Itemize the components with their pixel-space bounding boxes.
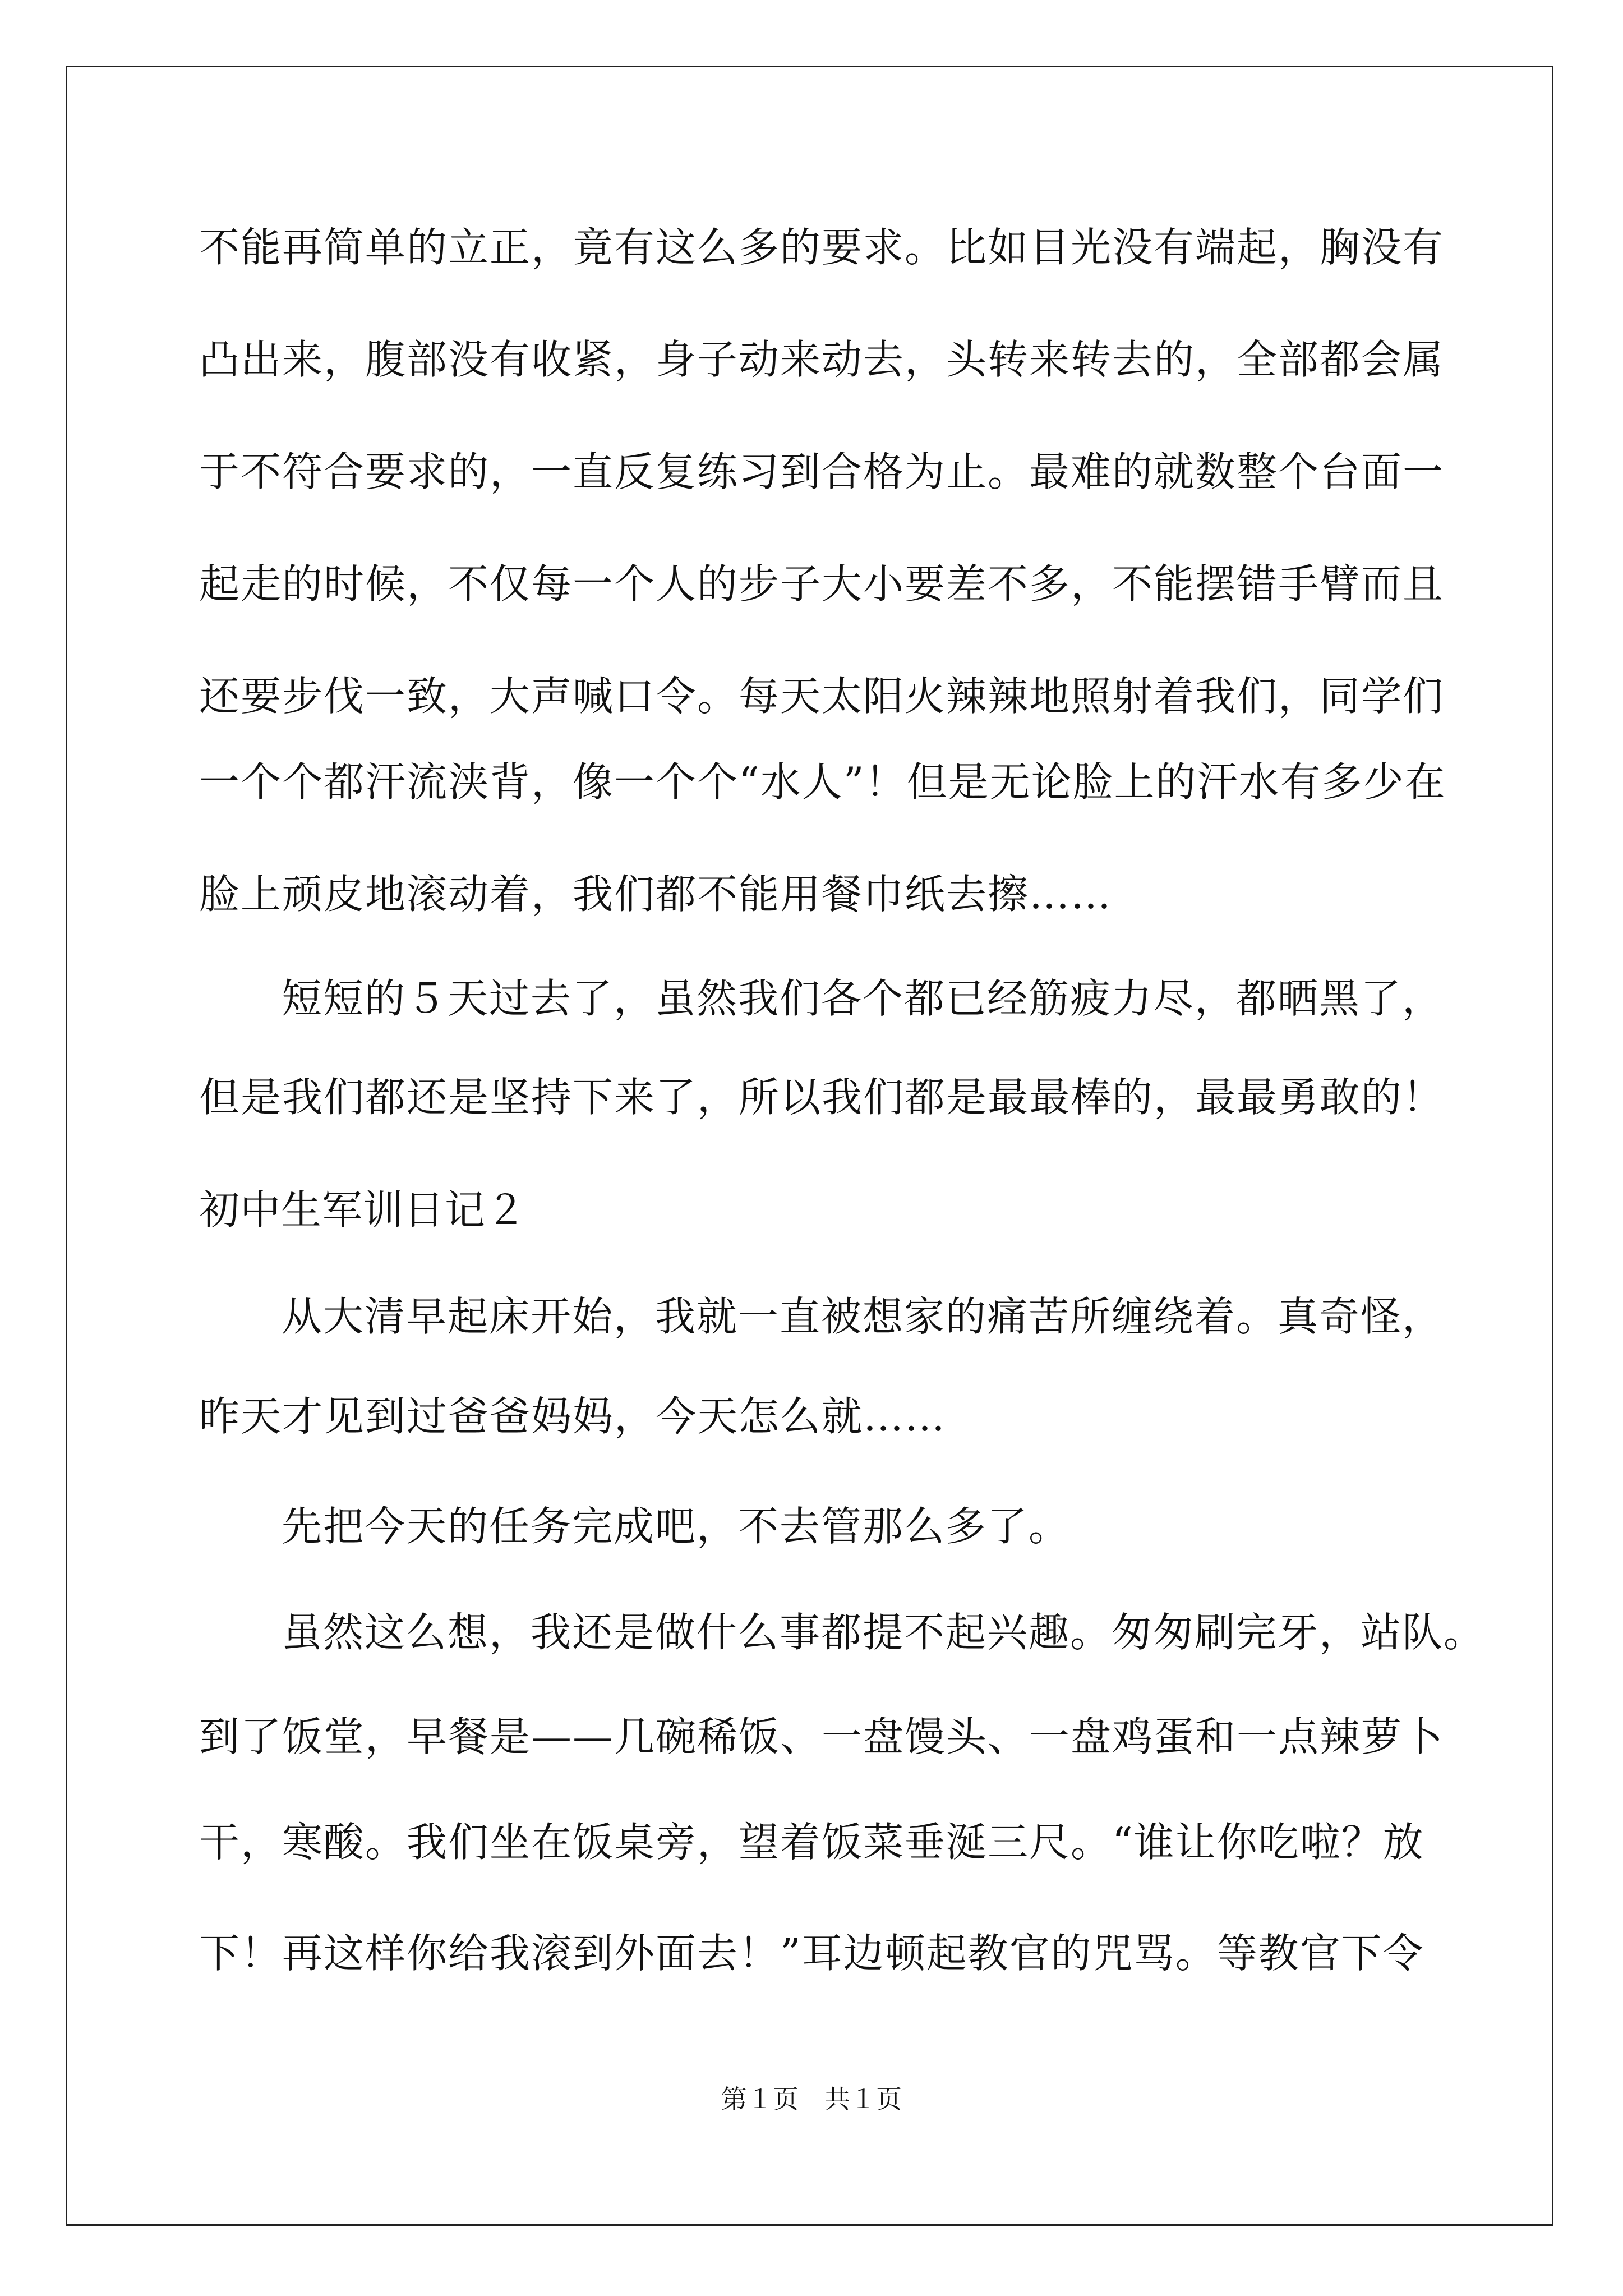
paragraph-start-line: 虽然这么想，我还是做什么事都提不起兴趣。匆匆刷完牙，站队。 bbox=[282, 1609, 1486, 1656]
text-line: 一个个都汗流浃背，像一个个“水人”！但是无论脸上的汗水有多少在 bbox=[199, 758, 1446, 806]
paragraph-start-line: 短短的５天过去了，虽然我们各个都已经筋疲力尽，都晒黑了， bbox=[282, 975, 1444, 1022]
page-footer: 第１页 共１页 bbox=[721, 2084, 902, 2114]
text-line: 起走的时候，不仅每一个人的步子大小要差不多，不能摆错手臂而且 bbox=[199, 560, 1445, 608]
text-line: 干，寒酸。我们坐在饭桌旁，望着饭菜垂涎三尺。“谁让你吃啦？放 bbox=[199, 1819, 1424, 1866]
text-line: 凸出来，腹部没有收紧，身子动来动去，头转来转去的，全部都会属 bbox=[199, 336, 1445, 383]
text-line: 但是我们都还是坚持下来了，所以我们都是最最棒的，最最勇敢的！ bbox=[199, 1074, 1445, 1121]
page-border bbox=[66, 66, 1553, 2226]
text-line: 于不符合要求的，一直反复练习到合格为止。最难的就数整个台面一 bbox=[199, 448, 1445, 495]
section-heading: 初中生军训日记２ bbox=[199, 1186, 527, 1234]
text-line: 不能再简单的立正，竟有这么多的要求。比如目光没有端起，胸没有 bbox=[199, 224, 1445, 271]
text-line: 脸上顽皮地滚动着，我们都不能用餐巾纸去擦…… bbox=[199, 871, 1113, 918]
text-line: 下！再这样你给我滚到外面去！”耳边顿起教官的咒骂。等教官下令 bbox=[199, 1930, 1424, 1977]
text-line: 昨天才见到过爸爸妈妈，今天怎么就…… bbox=[199, 1393, 947, 1440]
paragraph-start-line: 从大清早起床开始，我就一直被想家的痛苦所缠绕着。真奇怪， bbox=[282, 1293, 1444, 1340]
paragraph-start-line: 先把今天的任务完成吧，不去管那么多了。 bbox=[282, 1503, 1071, 1550]
text-line: 还要步伐一致，大声喊口令。每天太阳火辣辣地照射着我们，同学们 bbox=[199, 673, 1445, 720]
text-line: 到了饭堂，早餐是——几碗稀饭、一盘馒头、一盘鸡蛋和一点辣萝卜 bbox=[199, 1713, 1445, 1760]
